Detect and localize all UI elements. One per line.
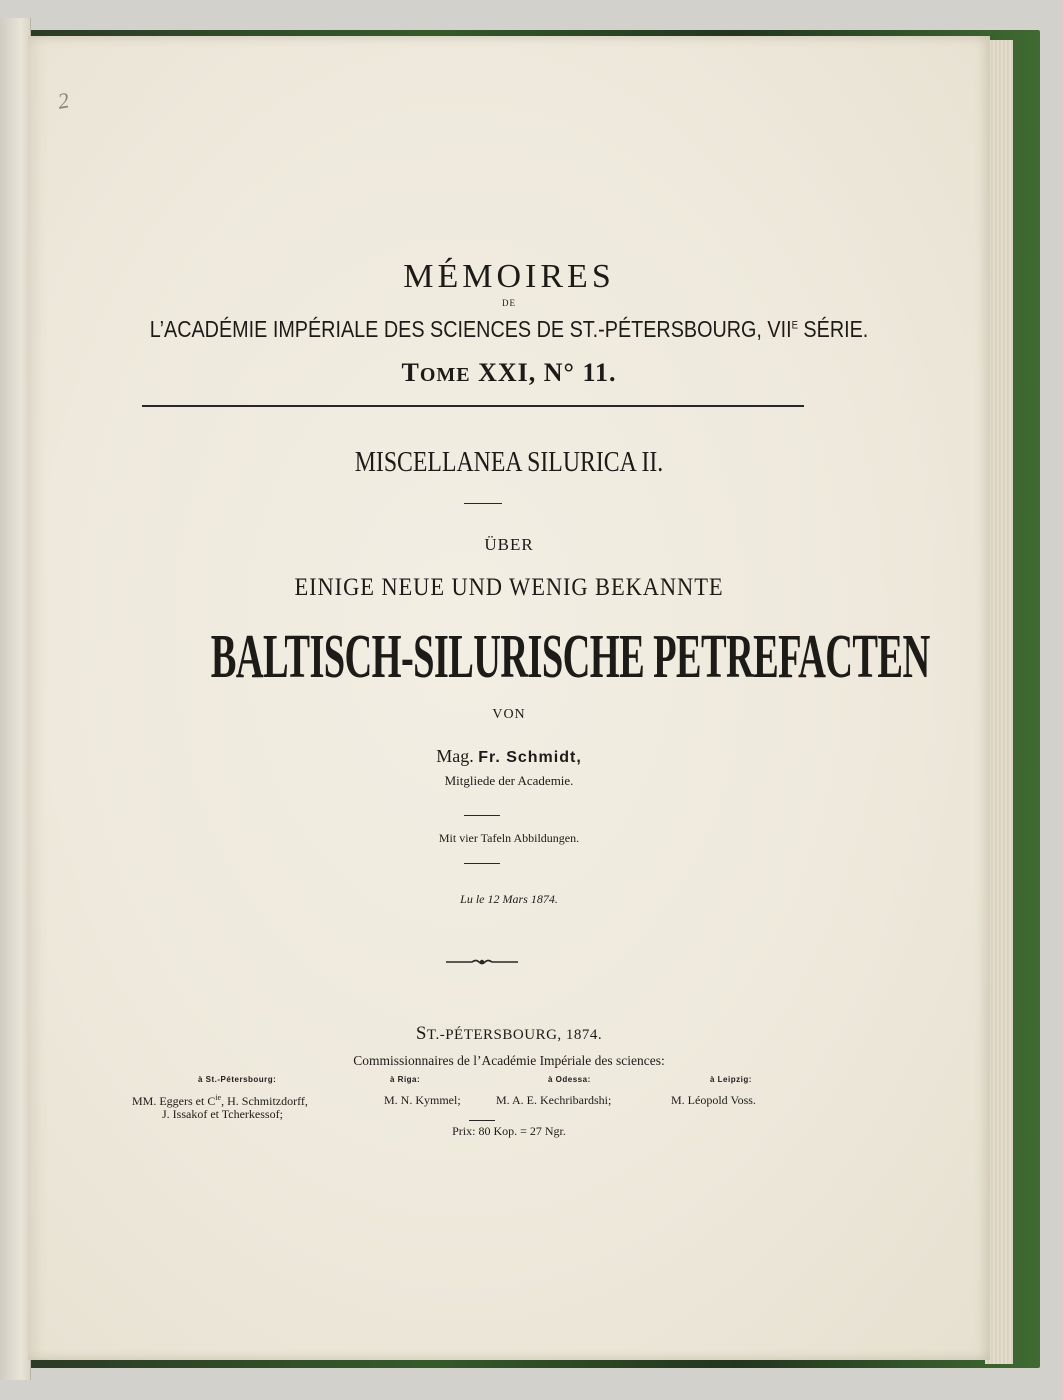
divider-rule (464, 815, 500, 816)
tome-line (28, 358, 990, 388)
city-stpetersburg: à St.-Pétersbourg: (198, 1075, 277, 1084)
tome-number: XXI, N° 11. (470, 358, 617, 387)
agent-stpetersburg-line2: J. Issakof et Tcherkessof; (162, 1107, 283, 1121)
series-title: MÉMOIRES (403, 258, 615, 295)
author-name: Fr. Schmidt, (478, 749, 582, 766)
ornament-rule-icon (446, 957, 518, 967)
academy-line (95, 316, 922, 343)
academy-sup: E (791, 319, 798, 332)
commissionaires-heading: Commissionnaires de l’Académie Impériale des sciences: (353, 1053, 665, 1068)
divider-rule (464, 863, 500, 864)
agent-leipzig: M. Léopold Voss. (671, 1093, 756, 1107)
city-odessa: à Odessa: (548, 1075, 591, 1084)
academy-text: L’ACADÉMIE IMPÉRIALE DES SCIENCES DE ST.-PÉTERSBOURG, VII (149, 316, 792, 342)
imprint-place (28, 1023, 990, 1045)
agent-text: MM. Eggers et C (132, 1094, 216, 1108)
main-title: BALTISCH-SILURISCHE PETREFACTEN (210, 623, 930, 691)
agent-sup: ie (215, 1093, 222, 1102)
facing-page-edge (0, 18, 31, 1380)
agent-text: , H. Schmitzdorff, (221, 1094, 308, 1108)
imprint-rest: T.-PÉTERSBOURG, 1874. (426, 1027, 603, 1043)
title-von: VON (492, 707, 526, 722)
agent-odessa: M. A. E. Kechribardshi; (496, 1093, 612, 1107)
read-date: Lu le 12 Mars 1874. (460, 892, 558, 906)
series-de: DE (502, 298, 516, 308)
tome-smallcaps: OME (419, 364, 471, 386)
price: Prix: 80 Kop. = 27 Ngr. (452, 1124, 566, 1138)
title-uber: ÜBER (484, 535, 534, 554)
header-rule (142, 405, 804, 407)
city-riga: à Riga: (390, 1075, 421, 1084)
agent-riga: M. N. Kymmel; (384, 1093, 461, 1107)
tome-initial: T (401, 358, 420, 387)
author-role: Mitgliede der Academie. (444, 773, 574, 788)
title-einige: EINIGE NEUE UND WENIG BEKANNTE (294, 574, 724, 601)
city-leipzig: à Leipzig: (710, 1075, 752, 1084)
imprint-initial: S (415, 1023, 427, 1044)
margin-pencil-note: 2 (55, 87, 72, 114)
divider-rule (469, 1120, 495, 1121)
series-subtitle: MISCELLANEA SILURICA II. (354, 446, 664, 478)
title-page (28, 36, 990, 1360)
academy-series: SÉRIE. (797, 316, 869, 342)
plates-note: Mit vier Tafeln Abbildungen. (438, 831, 580, 845)
divider-rule (464, 503, 502, 504)
author-prefix: Mag. (436, 746, 479, 766)
author-line (28, 746, 990, 767)
